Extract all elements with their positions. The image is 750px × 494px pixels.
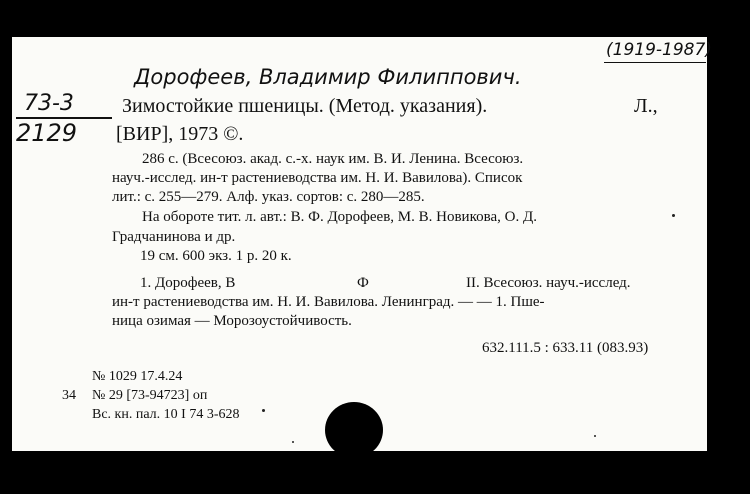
format-line: 19 см. 600 экз. 1 р. 20 к. (140, 248, 292, 264)
tracing-line-2: ин-т растениеводства им. Н. И. Вавилова. Ленинград. — — 1. Пше- (112, 294, 545, 310)
description-line-2: науч.-исслед. ин-т растениеводства им. Н. И. Вавилова). Список (112, 170, 523, 186)
footer-line-1: № 1029 17.4.24 (92, 369, 183, 384)
handwritten-author: Дорофеев, Владимир Филиппович. (134, 65, 522, 89)
tracing-institution: II. Всесоюз. науч.-исслед. (466, 275, 631, 291)
tracing-initial: Ф (357, 275, 369, 291)
publication-place: Л., (634, 95, 658, 117)
book-title: Зимостойкие пшеницы. (Метод. указания). (122, 95, 488, 117)
call-number-bottom: 2129 (16, 119, 78, 147)
authors-note-line-1: На обороте тит. л. авт.: В. Ф. Дорофеев, М. В. Новикова, О. Д. (142, 209, 537, 225)
tracing-line-3: ница озимая — Морозоустойчивость. (112, 313, 352, 329)
catalog-card (12, 37, 712, 451)
speck (672, 214, 675, 217)
footer-line-2: № 29 [73-94723] оп (92, 388, 208, 403)
years-underline (604, 62, 706, 63)
call-number-top: 73-3 (24, 91, 74, 116)
udc-classification: 632.111.5 : 633.11 (083.93) (482, 340, 649, 356)
handwritten-years: (1919-1987) (606, 40, 712, 60)
footer-line-3: Вс. кн. пал. 10 I 74 3-628 (92, 407, 240, 422)
speck (292, 441, 294, 443)
authors-note-line-2: Градчанинова и др. (112, 229, 236, 245)
description-line-1: 286 с. (Всесоюз. акад. с.-х. наук им. В. И. Ленина. Всесоюз. (142, 151, 524, 167)
ink-blot (325, 402, 383, 458)
footer-line-2-prefix: 34 (62, 388, 76, 403)
description-line-3: лит.: с. 255—279. Алф. указ. сортов: с. 280—285. (112, 189, 425, 205)
tracing-author: 1. Дорофеев, В (140, 275, 236, 291)
publisher-line: [ВИР], 1973 ©. (116, 123, 244, 145)
speck (594, 435, 596, 437)
speck (262, 409, 265, 412)
